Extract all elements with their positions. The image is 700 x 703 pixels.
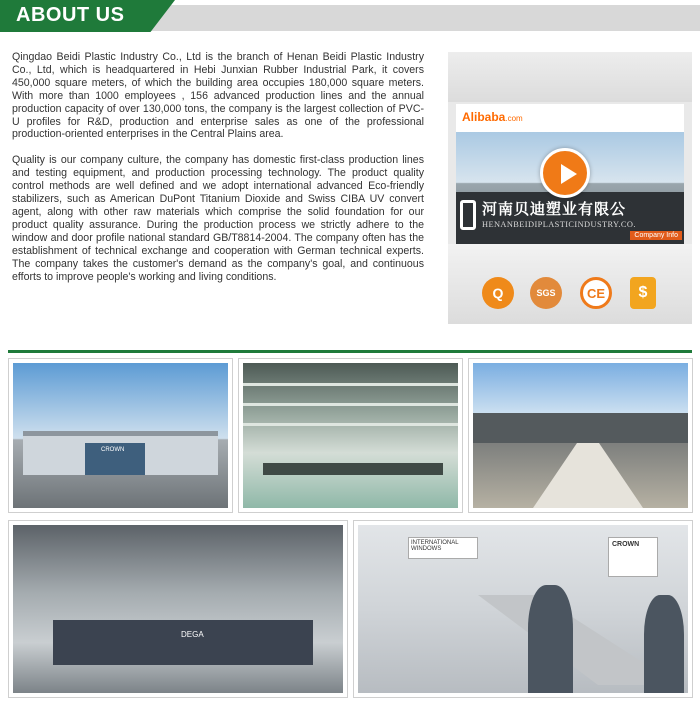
photo-exhibition [353,520,693,698]
factory-road [533,443,643,508]
about-paragraph-2: Quality is our company culture, the company has domestic first-class production lines and testing equipment, and production processing technology. The product quality control methods are well defined and we adopt international advanced Eco-friendly stabilizers, such as American DuPont Titanium Dioxide and Swiss CIBA UV convert agent, along with other raw materials which comprise the solid foundation for our product quality assurance. During the production process we strictly adhere to the window and door profile national standard GB/T8814-2004. The company often has the establishment of technical exchange and cooperation with German technical experts. The company takes the customer's demand as the company's goal, and continuous efforts to improve people's working and living conditions. [12,154,424,283]
alibaba-logo [462,110,523,124]
about-paragraph-1: Qingdao Beidi Plastic Industry Co., Ltd is the branch of Henan Beidi Plastic Industry Co., Ltd, which is headquartered in Hebi Junxian Rubber Industrial Park, it covers 450,000 square meters, of which the building area occupies 180,000 square meters. With more than 1000 employees , 156 advanced production lines and the annual production capacity of over 130,000 tons, the company is the largest collection of PVC-U profiles for R&D, production and enterprise sales as one of the professional production-oriented enterprises in the Central Plains area. [12,51,424,141]
exhibition-image [358,525,688,693]
company-info-tag: Company Info [630,231,682,240]
ce-cert-icon: CE [580,277,612,309]
company-sign [456,192,684,244]
about-text [12,51,424,283]
section-divider [8,350,692,353]
photo-factory-exterior [468,358,693,513]
sign-chinese: 河南贝迪塑业有限公 [482,201,627,218]
quality-cert-icon: Q [482,277,514,309]
about-header [0,0,700,32]
headquarters-image [13,363,228,508]
warehouse [473,413,688,443]
brand-sign: CROWN [608,537,658,577]
sgs-cert-icon: SGS [530,277,562,309]
alibaba-banner [456,104,684,132]
video-background [448,52,692,102]
company-logo-icon [460,200,476,230]
production-line [263,463,443,475]
workshop-image [243,363,458,508]
processing-machine [53,620,313,665]
worker-figure [528,585,573,693]
company-video[interactable] [448,52,692,324]
trade-assurance-icon: $ [630,277,656,309]
machine-label: DEGA [181,630,204,639]
alibaba-name: Alibaba [462,110,506,124]
section-title: ABOUT US [16,4,125,26]
roof-beam [243,403,458,406]
play-button[interactable] [540,148,590,198]
factory-exterior-image [473,363,688,508]
photo-machinery [8,520,348,698]
photo-workshop [238,358,463,513]
machinery-image [13,525,343,693]
worker-figure [644,595,684,693]
sign-english: HENANBEIDIPLASTICINDUSTRY.CO. [482,220,636,229]
booth-sign: INTERNATIONAL WINDOWS [408,537,478,559]
facade-sign: CROWN [101,447,125,453]
photo-headquarters [8,358,233,513]
header-bar [150,5,700,31]
roof-beam [243,423,458,426]
roof-beam [243,383,458,386]
alibaba-suffix: .com [505,114,523,123]
